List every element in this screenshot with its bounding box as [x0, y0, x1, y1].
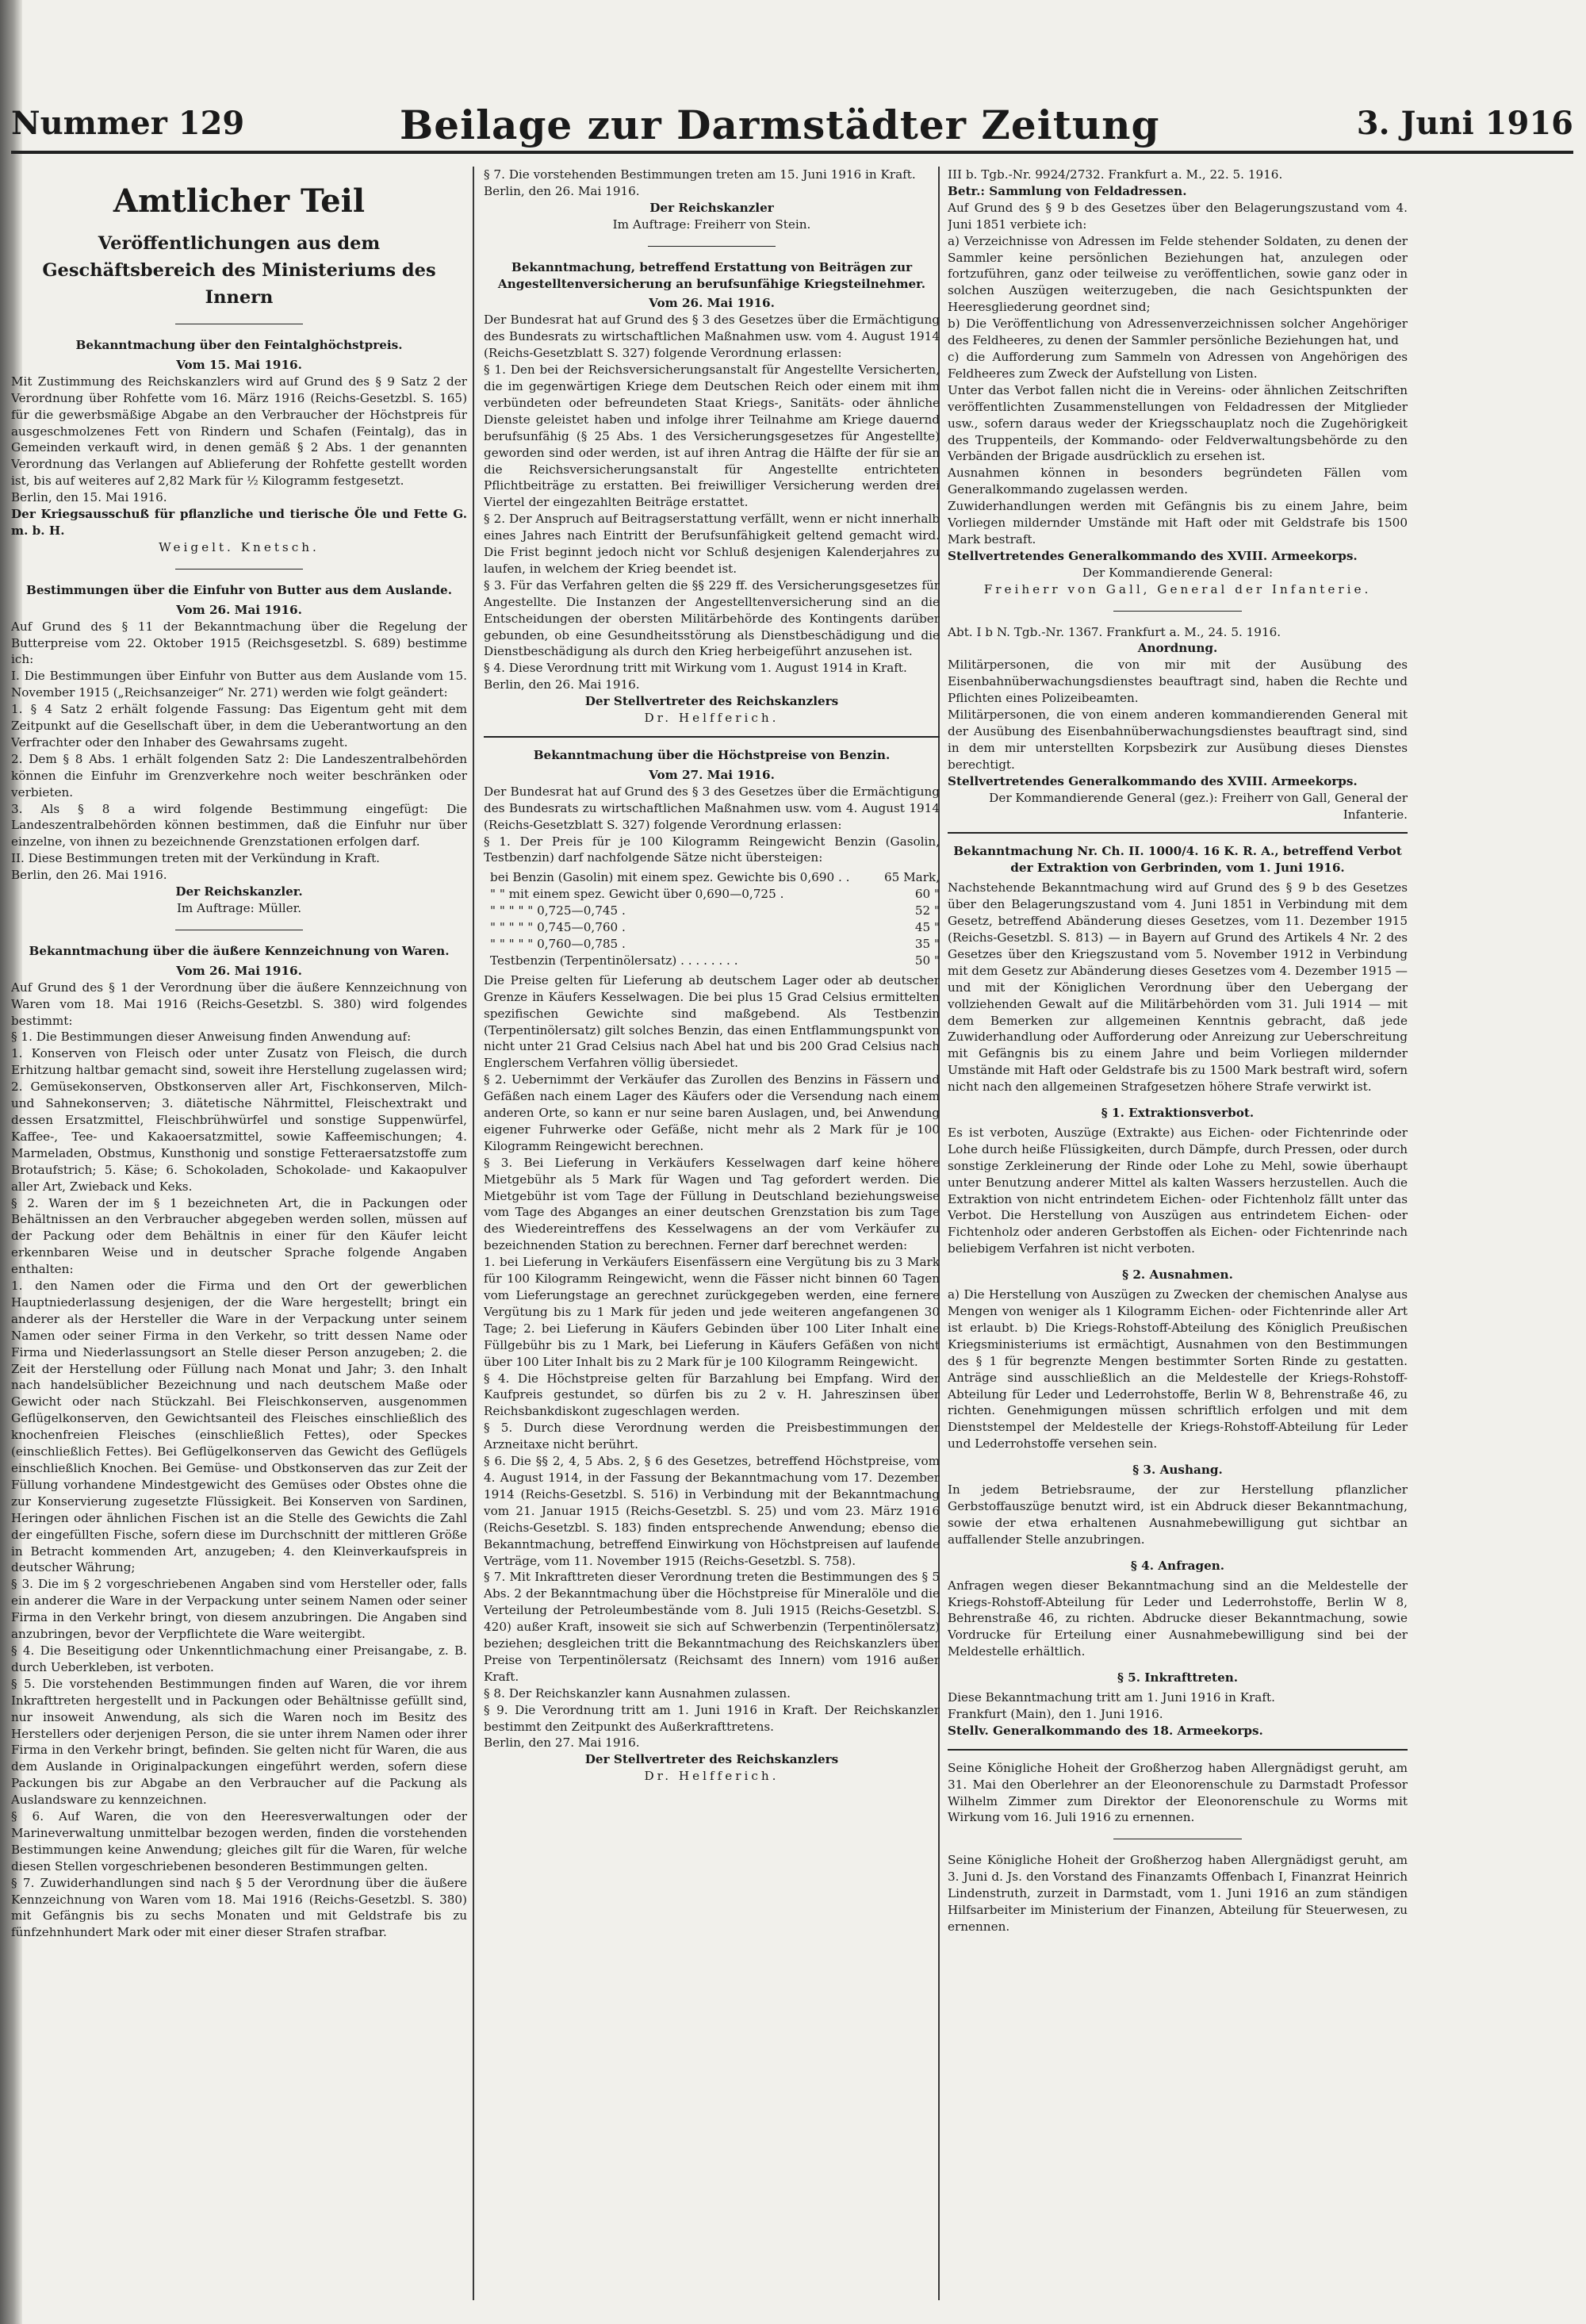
paragraph-heading: § 2. Ausnahmen. — [1122, 1267, 1233, 1283]
column-3 — [948, 167, 1408, 2300]
masthead — [11, 102, 1573, 146]
article-text: § 1. Den bei der Reichsversicherungsanstalt für Angestellte Versicherten, die im gegenwärtigen Kriege dem Deutschen Reich oder einem mit ihm verbündeten oder befreundeten Staat Kriegs-, Sanitäts- oder ähnliche Dienste geleistet haben und infolge ihrer Teilnahme am Kriege dauernd berufsunfähig (§ 25 Abs. 1 des Versicherungsgesetzes für Angestellte) geworden sind oder werden, ist auf ihren Antrag die Hälfte der für sie an die Reichsversicherungsanstalt für Angestellte entrichteten Pflichtbeiträge zu erstatten. Bei freiwilliger Versicherung werden drei Viertel der eingezahlten Beiträge erstattet. — [484, 362, 940, 510]
article-text: 1. § 4 Satz 2 erhält folgende Fassung: Das Eigentum geht mit dem Zeitpunkt auf die Gesellschaft über, in dem die Ueberantwortung an den Verfrachter oder den Inhaber des Gewahrsams zugeht. — [11, 702, 467, 750]
article-text: § 2. Uebernimmt der Verkäufer das Zurollen des Benzins in Fässern und Gefäßen nach einem Lager des Käufers oder die Versendung nach einem anderen Orte, so kann er nur seine baren Auslagen, und, bei Anwendung eigener Fuhrwerke oder Gefäße, nicht mehr als 2 Mark für je 100 Kilogramm Reingewicht berechnen. — [484, 1072, 940, 1153]
article-text: § 7. Zuwiderhandlungen sind nach § 5 der Verordnung über die äußere Kennzeichnung von Waren vom 18. Mai 1916 (Reichs-Gesetzbl. S. 380) mit Gefängnis bis zu sechs Monaten und mit Geldstrafe bis zu fünfzehnhundert Mark oder mit einer dieser Strafen strafbar. — [11, 1875, 467, 1940]
article-place: Berlin, den 26. Mai 1916. — [484, 183, 640, 198]
article-signature: Dr. Helfferich. — [644, 711, 780, 726]
section-heading: Amtlicher Teil — [113, 182, 366, 220]
price-row — [490, 936, 940, 953]
article-signature: Dr. Helfferich. — [644, 1769, 780, 1784]
price-table — [490, 869, 940, 968]
article-text: Auf Grund des § 1 der Verordnung über die äußere Kennzeichnung von Waren vom 18. Mai 1916 (Reichs-Gesetzbl. S. 380) wird folgendes bestimmt: — [11, 980, 467, 1028]
price-label: bei Benzin (Gasolin) mit einem spez. Gewichte bis 0,690 . . — [490, 870, 850, 885]
article-text: § 1. Der Preis für je 100 Kilogramm Reingewicht Benzin (Gasolin, Testbenzin) darf nachfolgende Sätze nicht übersteigen: — [484, 834, 940, 865]
article-signature: Freiherr von Gall, General der Infanterie. — [983, 581, 1372, 596]
article-authority: Der Stellvertreter des Reichskanzlers — [584, 1752, 839, 1767]
article-text: Auf Grund des § 11 der Bekanntmachung über die Regelung der Butterpreise vom 22. Oktober 1915 (Reichsgesetzbl. S. 689) bestimme ich: — [11, 619, 467, 667]
article-place: Berlin, den 26. Mai 1916. — [11, 868, 167, 883]
issue-number: Nummer 129 — [11, 105, 245, 142]
article-text: § 7. Die vorstehenden Bestimmungen treten am 15. Juni 1916 in Kraft. — [484, 167, 916, 182]
masthead-rule — [11, 151, 1573, 154]
article-text: § 4. Die Höchstpreise gelten für Barzahlung bei Empfang. Wird der Kaufpreis gestundet, so dürfen bis zu 2 v. H. Jahreszinsen über Reichsbankdiskont zugeschlagen werden. — [484, 1371, 940, 1419]
price-label: " " " " " 0,760—0,785 . — [490, 936, 626, 951]
article-text: § 3. Bei Lieferung in Verkäufers Kesselwagen darf keine höhere Mietgebühr als 5 Mark für Wagen und Tag gefordert werden. Die Mietgebühr ist vom Tage der Füllung in Deutschland beziehungsweise vom Tage des Abganges an einer deutschen Grenzstation bis zum Tage des Wiedereintreffens des Kesselwagens an der vom Verkäufer zu bezeichnenden Station zu berechnen. Ferner darf berechnet werden: — [484, 1155, 940, 1253]
reference-line: Abt. I b N. Tgb.-Nr. 1367. Frankfurt a. M., 24. 5. 1916. — [948, 624, 1281, 639]
price-label: " " " " " 0,725—0,745 . — [490, 903, 626, 918]
article-text: § 2. Der Anspruch auf Beitragserstattung verfällt, wenn er nicht innerhalb eines Jahres nach Eintritt der Berufsunfähigkeit geltend gemacht wird. Die Frist beginnt jedoch nicht vor Schluß desjenigen Kalenderjahres zu laufen, in welchem der Krieg beendet ist. — [484, 512, 940, 576]
article-date: Vom 26. Mai 1916. — [176, 602, 302, 617]
section-subheading: Veröffentlichungen aus dem Geschäftsbereich des Ministeriums des Innern — [42, 233, 436, 308]
article-place: Berlin, den 27. Mai 1916. — [484, 1735, 640, 1751]
price-label: " " mit einem spez. Gewicht über 0,690—0,725 . — [490, 887, 784, 902]
article-authority: Der Kommandierende General: — [1082, 565, 1274, 580]
article-text: b) Die Veröffentlichung von Adressenverzeichnissen solcher Angehöriger des Feldheeres, zu denen der Sammler persönliche Beziehungen hat, und — [948, 316, 1408, 348]
article-text: § 5. Die vorstehenden Bestimmungen finden auf Waren, die vor ihrem Inkrafttreten hergestellt und in Packungen oder Behältnisse gefüllt sind, nur insoweit Anwendung, als sich die Waren noch im Besitz des Herstellers oder derjenigen Person, die sie unter ihrem Namen oder ihrer Firma in den Verkehr bringt, befinden. Sie gelten nicht für Waren, die aus dem Auslande in Originalpackungen eingeführt werden, sofern diese Packungen bis zur Abgabe an den Verbraucher auf die Packung als Auslandsware zu kennzeichnen. — [11, 1676, 467, 1808]
article-text: § 5. Durch diese Verordnung werden die Preisbestimmungen der Arzneitaxe nicht berührt. — [484, 1421, 940, 1452]
column-1 — [11, 167, 467, 2300]
article-text: Diese Bekanntmachung tritt am 1. Juni 1916 in Kraft. — [948, 1690, 1275, 1705]
price-row — [490, 886, 940, 903]
article-place: Frankfurt (Main), den 1. Juni 1916. — [948, 1706, 1163, 1721]
article-text: 1. Konserven von Fleisch oder unter Zusatz von Fleisch, die durch Erhitzung haltbar gemacht sind, soweit ihre Herstellung zugelassen wird; 2. Gemüsekonserven, Obstkonserven aller Art, Fischkonserven, Milch- und Sahnekonserven; 3. diätetische Nährmittel, Fleischextrakt und dessen Ersatzmittel, Fleischbrühwürfel und sonstige Suppenwürfel, Kaffee-, Tee- und Kakaoersatzmittel, sowie Kaffeemischungen; 4. Marmeladen, Obstmus, Kunsthonig und sonstige Fetteraersatzstoffe zum Brotaufstrich; 5. Käse; 6. Schokoladen, Schokolade- und Kakaopulver aller Art, Zwieback und Keks. — [11, 1046, 467, 1194]
article-authority: Der Reichskanzler — [649, 200, 774, 215]
article-text: 1. bei Lieferung in Verkäufers Eisenfässern eine Vergütung bis zu 3 Mark für 100 Kilogramm Reingewicht, wenn die Fässer nicht binnen 60 Tagen vom Lieferungstage an gerechnet zurückgegeben werden, eine fernere Vergütung bis zu 1 Mark für jeden und jede weiteren angefangenen 30 Tage; 2. bei Lieferung in Käufers Gebinden über 100 Liter Inhalt eine Füllgebühr bis zu 1 Mark, bei Lieferung in Käufers Gefäßen von nicht über 100 Liter Inhalt bis zu 2 Mark für je 100 Kilogramm Reingewicht. — [484, 1255, 940, 1369]
article-authority: Stellvertretendes Generalkommando des XVIII. Armeekorps. — [948, 548, 1358, 563]
article-text: § 3. Für das Verfahren gelten die §§ 229 ff. des Versicherungsgesetzes für Angestellte. Die Instanzen der Angestelltenversicherung sind an die Entscheidungen der obersten Militärbehörde des Kontingents darüber gebunden, ob eine Gesundheitsstörung als Dienstbeschädigung und die Dienstbeschädigung als durch den Krieg herbeigeführt anzusehen ist. — [484, 577, 940, 659]
article-authority: Stellvertretendes Generalkommando des XVIII. Armeekorps. — [948, 773, 1358, 788]
issue-date: 3. Juni 1916 — [1356, 105, 1573, 142]
article-text: a) Die Herstellung von Auszügen zu Zwecken der chemischen Analyse aus Mengen von weniger als 1 Kilogramm Eichen- oder Fichtenrinde aller Art ist erlaubt. b) Die Kriegs-Rohstoff-Abteilung des Königlich Preußischen Kriegsministeriums ist ermächtigt, Ausnahmen von den Bestimmungen des § 1 für begrenzte Mengen bestimmter Sorten Rinde zu gestatten. Anträge sind ausschließlich an die Meldestelle der Kriegs-Rohstoff-Abteilung für Leder und Lederrohstoffe, Berlin W 8, Behrenstraße 46, zu richten. Genehmigungen müssen schriftlich erfolgen und mit dem Dienststempel der Meldestelle der Kriegs-Rohstoff-Abteilung für Leder und Lederrohstoffe versehen sein. — [948, 1287, 1408, 1452]
article-text: Unter das Verbot fallen nicht die in Vereins- oder ähnlichen Zeitschriften veröffentlichten Zusammenstellungen von Feldadressen der Mitglieder usw., sofern daraus weder der Kriegsschauplatz noch die Zugehörigkeit des Truppenteils, der Kommando- oder Feldverwaltungsbehörde zu den Verbänden der Brigade ausdrücklich zu ersehen ist. — [948, 382, 1408, 464]
article-signature: Im Auftrage: Müller. — [176, 901, 302, 915]
article-date: Vom 27. Mai 1916. — [649, 767, 775, 782]
article-text: II. Diese Bestimmungen treten mit der Verkündung in Kraft. — [11, 851, 381, 866]
price-label: Testbenzin (Terpentinölersatz) . . . . . . . . — [490, 953, 738, 968]
article-text: Militärpersonen, die von mir mit der Ausübung des Eisenbahnüberwachungsdienstes beauftragt sind, haben die Rechte und Pflichten eines Polizeibeamten. — [948, 658, 1408, 706]
paragraph-heading: § 5. Inkrafttreten. — [1117, 1670, 1239, 1685]
article-text: In jedem Betriebsraume, der zur Herstellung pflanzlicher Gerbstoffauszüge benutzt wird, ist ein Abdruck dieser Bekanntmachung, sowie der etwa erhaltenen Ausnahmebewilligung gut sichtbar an auffallender Stelle anzubringen. — [948, 1482, 1408, 1547]
article-text: Anfragen wegen dieser Bekanntmachung sind an die Meldestelle der Kriegs-Rohstoff-Abteilung für Leder und Lederrohstoffe, Berlin W 8, Behrenstraße 46, zu richten. Abdrucke dieser Bekanntmachung, sowie Vordrucke für Erteilung einer Ausnahmebewilligung sind bei der Meldestelle erhältlich. — [948, 1578, 1408, 1659]
article-title: Anordnung. — [1137, 641, 1218, 656]
price-value: 35 " — [914, 936, 940, 951]
divider — [484, 736, 940, 738]
price-row — [490, 919, 940, 936]
article-authority: Der Kriegsausschuß für pflanzliche und tierische Öle und Fette G. m. b. H. — [11, 507, 467, 538]
article-text: c) die Aufforderung zum Sammeln von Adressen von Angehörigen des Feldheeres zum Zweck der Aufstellung von Listen. — [948, 349, 1408, 381]
article-text: Der Bundesrat hat auf Grund des § 3 des Gesetzes über die Ermächtigung des Bundesrats zu wirtschaftlichen Maßnahmen usw. vom 4. August 1914 (Reichs-Gesetzblatt S. 327) folgende Verordnung erlassen: — [484, 784, 940, 832]
article-text: Mit Zustimmung des Reichskanzlers wird auf Grund des § 9 Satz 2 der Verordnung über Rohfette vom 16. März 1916 (Reichs-Gesetzbl. S. 165) für die gewerbsmäßige Abgabe an den Verbraucher der Höchstpreis für ausgeschmolzenes Fett von Rindern und Schafen (Feintalg), das in Gemeinden verkauft wird, in denen gemäß § 2 Abs. 1 der genannten Verordnung das Verlangen auf Ablieferung der Rohfette gestellt worden ist, bis auf weiteres auf 2,82 Mark für ½ Kilogramm festgesetzt. — [11, 374, 467, 489]
article-authority: Der Stellvertreter des Reichskanzlers — [584, 694, 839, 709]
paragraph-heading: § 4. Anfragen. — [1130, 1558, 1225, 1573]
divider — [948, 832, 1408, 834]
article-signature: Der Kommandierende General (gez.): Freiherr von Gall, General der Infanterie. — [989, 790, 1408, 822]
article-text: Ausnahmen können in besonders begründeten Fällen vom Generalkommando zugelassen werden. — [948, 466, 1408, 497]
article-place: Berlin, den 26. Mai 1916. — [484, 677, 640, 692]
article-text: Seine Königliche Hoheit der Großherzog haben Allergnädigst geruht, am 3. Juni d. Js. den Vorstand des Finanzamts Offenbach I, Finanzrat Heinrich Lindenstruth, zurzeit in Darmstadt, vom 1. Juni 1916 an zum ständigen Hilfsarbeiter im Ministerium der Finanzen, Abteilung für Steuerwesen, zu ernennen. — [948, 1853, 1408, 1934]
price-value: 60 " — [914, 887, 940, 902]
reference-line: III b. Tgb.-Nr. 9924/2732. Frankfurt a. M., 22. 5. 1916. — [948, 167, 1283, 182]
article-text: § 6. Auf Waren, die von den Heeresverwaltungen oder der Marineverwaltung unmittelbar bezogen werden, finden die vorstehenden Bestimmungen keine Anwendung; gleiches gilt für die Waren, für welche diesen Stellen vorgeschriebenen besonderen Bestimmungen gelten. — [11, 1809, 467, 1873]
article-title: Bestimmungen über die Einfuhr von Butter aus dem Auslande. — [25, 582, 453, 597]
article-text: Militärpersonen, die von einem anderen kommandierenden General mit der Ausübung des Eisenbahnüberwachungsdienstes beauftragt sind, sind in dem mir unterstellten Korpsbezirk zur Ausübung dieses Dienstes berechtigt. — [948, 708, 1408, 772]
price-label: " " " " " 0,745—0,760 . — [490, 920, 626, 935]
paragraph-heading: § 1. Extraktionsverbot. — [1101, 1106, 1255, 1121]
article-signature: Weigelt. Knetsch. — [159, 539, 320, 554]
article-text: § 6. Die §§ 2, 4, 5 Abs. 2, § 6 des Gesetzes, betreffend Höchstpreise, vom 4. August 1914, in der Fassung der Bekanntmachung vom 17. Dezember 1914 (Reichs-Gesetzbl. S. 516) in Verbindung mit der Bekanntmachung vom 21. Januar 1915 (Reichs-Gesetzbl. S. 25) und vom 23. März 1916 (Reichs-Gesetzbl. S. 183) finden entsprechende Anwendung; ebenso die Bekanntmachung, betreffend Einwirkung von Höchstpreisen auf laufende Verträge, vom 11. November 1915 (Reichs-Gesetzbl. S. 758). — [484, 1454, 940, 1568]
article-text: 2. Dem § 8 Abs. 1 erhält folgenden Satz 2: Die Landeszentralbehörden können die Einfuhr im Grenzverkehre noch weiter beschränken oder verbieten. — [11, 751, 467, 800]
article-date: Vom 26. Mai 1916. — [176, 963, 302, 978]
price-row — [490, 903, 940, 919]
divider — [648, 246, 776, 247]
article-signature: Im Auftrage: Freiherr von Stein. — [612, 217, 811, 232]
article-text: § 7. Mit Inkrafttreten dieser Verordnung treten die Bestimmungen des § 5 Abs. 2 der Bekanntmachung über die Höchstpreise für Mineralöle und die Verteilung der Petroleumbestände vom 8. Juli 1915 (Reichs-Gesetzbl. S. 420) außer Kraft, insoweit sie sich auf Schwerbenzin (Terpentinölersatz) beziehen; desgleichen tritt die Bekanntmachung des Reichskanzlers über Preise von Terpentinölersatz (Reichsamt des Innern) vom 1916 außer Kraft. — [484, 1570, 940, 1684]
article-title: Bekanntmachung, betreffend Erstattung von Beiträgen zur Angestelltenversicherung an berufsunfähige Kriegsteilnehmer. — [497, 259, 926, 291]
article-text: Der Bundesrat hat auf Grund des § 3 des Gesetzes über die Ermächtigung des Bundesrats zu wirtschaftlichen Maßnahmen usw. vom 4. August 1914 (Reichs-Gesetzblatt S. 327) folgende Verordnung erlassen: — [484, 313, 940, 361]
price-row — [490, 869, 940, 886]
article-text: Zuwiderhandlungen werden mit Gefängnis bis zu einem Jahre, beim Vorliegen mildernder Umstände mit Haft oder mit Geldstrafe bis 1500 Mark bestraft. — [948, 499, 1408, 546]
divider — [1113, 611, 1242, 612]
article-text: 3. Als § 8 a wird folgende Bestimmung eingefügt: Die Landeszentralbehörden können bestimmen, daß die Einfuhr nur über einzelne, von ihnen zu bezeichnende Grenzstationen erfolgen darf. — [11, 801, 467, 849]
article-text: I. Die Bestimmungen über Einfuhr von Butter aus dem Auslande vom 15. November 1915 („Reichsanzeiger“ Nr. 271) werden wie folgt geändert: — [11, 669, 467, 700]
divider — [948, 1749, 1408, 1751]
price-row — [490, 953, 940, 969]
article-title: Bekanntmachung Nr. Ch. II. 1000/4. 16 K. R. A., betreffend Verbot der Extraktion von Gerbrinden, vom 1. Juni 1916. — [953, 844, 1402, 876]
article-text: a) Verzeichnisse von Adressen im Felde stehender Soldaten, zu denen der Sammler keine persönlichen Beziehungen hat, anzulegen oder fortzuführen, ganz oder teilweise zu veröffentlichen, sowie ganz oder in solchen Auszügen weiterzugeben, die nach Gesichtspunkten der Heeresgliederung geordnet sind; — [948, 233, 1408, 315]
article-subject: Betr.: Sammlung von Feldadressen. — [948, 183, 1187, 198]
article-text: § 3. Die im § 2 vorgeschriebenen Angaben sind vom Hersteller oder, falls ein anderer die Ware in der Verpackung unter seinem Namen oder seiner Firma in den Verkehr bringt, von diesem anzubringen. Die Angaben sind anzubringen, bevor der Verpflichtete die Ware weitergibt. — [11, 1577, 467, 1642]
price-value: 52 " — [914, 903, 940, 918]
article-text: Es ist verboten, Auszüge (Extrakte) aus Eichen- oder Fichtenrinde oder Lohe durch heiße Flüssigkeiten, durch Dämpfe, durch Pressen, oder durch sonstige Zerkleinerung der Rinde oder Lohe zu Mehl, sowie überhaupt unter Benutzung anderer Mittel als kalten Wassers herzustellen. Auch die Extraktion von nicht entrindetem Eichen- oder Fichtenholz fällt unter das Verbot. Die Herstellung von Auszügen aus entrindetem Eichen- oder Fichtenholz oder anderen Gerbstoffen als Eichen- oder Fichtenrinde nach beliebigem Verfahren ist nicht verboten. — [948, 1125, 1408, 1256]
article-text: § 2. Waren der im § 1 bezeichneten Art, die in Packungen oder Behältnissen an den Verbraucher abgegeben werden sollen, müssen auf der Packung oder dem Behältnis in einer für den Käufer leicht erkennbaren Weise und in deutscher Sprache folgende Angaben enthalten: — [11, 1195, 467, 1277]
article-authority: Der Reichskanzler. — [175, 884, 303, 899]
article-text: Seine Königliche Hoheit der Großherzog haben Allergnädigst geruht, am 31. Mai den Oberlehrer an der Eleonorenschule zu Darmstadt Professor Wilhelm Zimmer zum Direktor der Eleonorenschule zu Worms mit Wirkung vom 16. Juli 1916 zu ernennen. — [948, 1760, 1408, 1825]
article-text: § 8. Der Reichskanzler kann Ausnahmen zulassen. — [484, 1685, 791, 1701]
paragraph-heading: § 3. Aushang. — [1132, 1463, 1223, 1478]
price-value: 45 " — [914, 920, 940, 935]
article-text: Die Preise gelten für Lieferung ab deutschem Lager oder ab deutscher Grenze in Käufers Kesselwagen. Die bei plus 15 Grad Celsius ermittelten spezifischen Gewichte sind maßgebend. Als Testbenzin (Terpentinölersatz) gilt solches Benzin, das einen Entflammungspunkt von nicht unter 21 Grad Celsius nach Abel hat und bis 200 Grad Celsius nach Englerschem Verfahren völlig übersiedet. — [484, 972, 940, 1071]
article-text: Auf Grund des § 9 b des Gesetzes über den Belagerungszustand vom 4. Juni 1851 verbiete ich: — [948, 200, 1408, 232]
newspaper-title: Beilage zur Darmstädter Zeitung — [400, 102, 1160, 148]
article-text: § 4. Die Beseitigung oder Unkenntlichmachung einer Preisangabe, z. B. durch Ueberkleben, ist verboten. — [11, 1643, 467, 1674]
article-title: Bekanntmachung über den Feintalghöchstpreis. — [75, 338, 403, 352]
article-title: Bekanntmachung über die Höchstpreise von Benzin. — [533, 748, 891, 762]
article-text: Nachstehende Bekanntmachung wird auf Grund des § 9 b des Gesetzes über den Belagerungszustand vom 4. Juni 1851 in Verbindung mit dem Gesetz, betreffend Abänderung dieses Gesetzes, vom 11. Dezember 1915 (Reichs-Gesetzbl. S. 813) — in Bayern auf Grund des Artikels 4 Nr. 2 des Gesetzes über den Kriegszustand vom 5. November 1912 in Verbindung mit dem Gesetz zur Abänderung dieses Gesetzes vom 4. Dezember 1915 — und mit der Königlichen Verordnung über den Uebergang der vollziehenden Gewalt auf die Militärbehörden vom 31. Juli 1914 — mit dem Bemerken zur allgemeinen Kenntnis gebracht, daß jede Zuwiderhandlung oder Aufforderung oder Anreizung zur Ueberschreitung mit Gefängnis bis zu einem Jahre und beim Vorliegen mildernder Umstände mit Haft oder Geldstrafe bis zu 1500 Mark bestraft wird, sofern nicht nach den allgemeinen Strafgesetzen höhere Strafe verwirkt ist. — [948, 880, 1408, 1095]
article-text: § 1. Die Bestimmungen dieser Anweisung finden Anwendung auf: — [11, 1030, 412, 1045]
article-date: Vom 15. Mai 1916. — [176, 357, 302, 372]
article-text: § 4. Diese Verordnung tritt mit Wirkung vom 1. August 1914 in Kraft. — [484, 661, 907, 676]
price-value: 65 Mark, — [883, 870, 940, 885]
column-rule — [473, 167, 474, 2300]
article-text: § 9. Die Verordnung tritt am 1. Juni 1916 in Kraft. Der Reichskanzler bestimmt den Zeitpunkt des Außerkrafttretens. — [484, 1702, 940, 1734]
article-title: Bekanntmachung über die äußere Kennzeichnung von Waren. — [29, 943, 450, 958]
article-date: Vom 26. Mai 1916. — [649, 296, 775, 311]
column-2 — [484, 167, 940, 2300]
article-text: 1. den Namen oder die Firma und den Ort der gewerblichen Hauptniederlassung desjenigen, der die Ware hergestellt; bringt ein anderer als der Hersteller die Ware in der Verpackung unter seinem Namen oder seiner Firma in den Verkehr, so tritt dessen Name oder Firma und Niederlassungsort an Stelle dieser Person anzugeben; 2. die Zeit der Herstellung oder Füllung nach Monat und Jahr; 3. den Inhalt nach handelsüblicher Bezeichnung und nach deutschem Maße oder Gewicht oder nach Stückzahl. Bei Fleischkonserven, ausgenommen Geflügelkonserven, den Gewichtsanteil des Fleisches einschließlich des knochenfreien Fleisches (einschließlich Fettes), oder Speckes (einschließlich Fettes). Bei Geflügelkonserven das Gewicht des Geflügels einschließlich Knochen. Bei Gemüse- und Obstkonserven das zur Zeit der Füllung vorhandene Mindestgewicht des Gemüses oder Obstes ohne die zur Konservierung zugesetzte Flüssigkeit. Bei Konserven von Sardinen, Heringen oder ähnlichen Fischen ist an die Stelle des Gewichts die Zahl der eingefüllten Fische, sofern diese im Durchschnitt der mittleren Größe in Betracht kommenden Art, anzugeben; 4. den Kleinverkaufspreis in deutscher Währung; — [11, 1279, 467, 1575]
article-place: Berlin, den 15. Mai 1916. — [11, 490, 167, 505]
article-authority: Stellv. Generalkommando des 18. Armeekorps. — [948, 1723, 1263, 1738]
price-value: 50 " — [914, 953, 940, 968]
